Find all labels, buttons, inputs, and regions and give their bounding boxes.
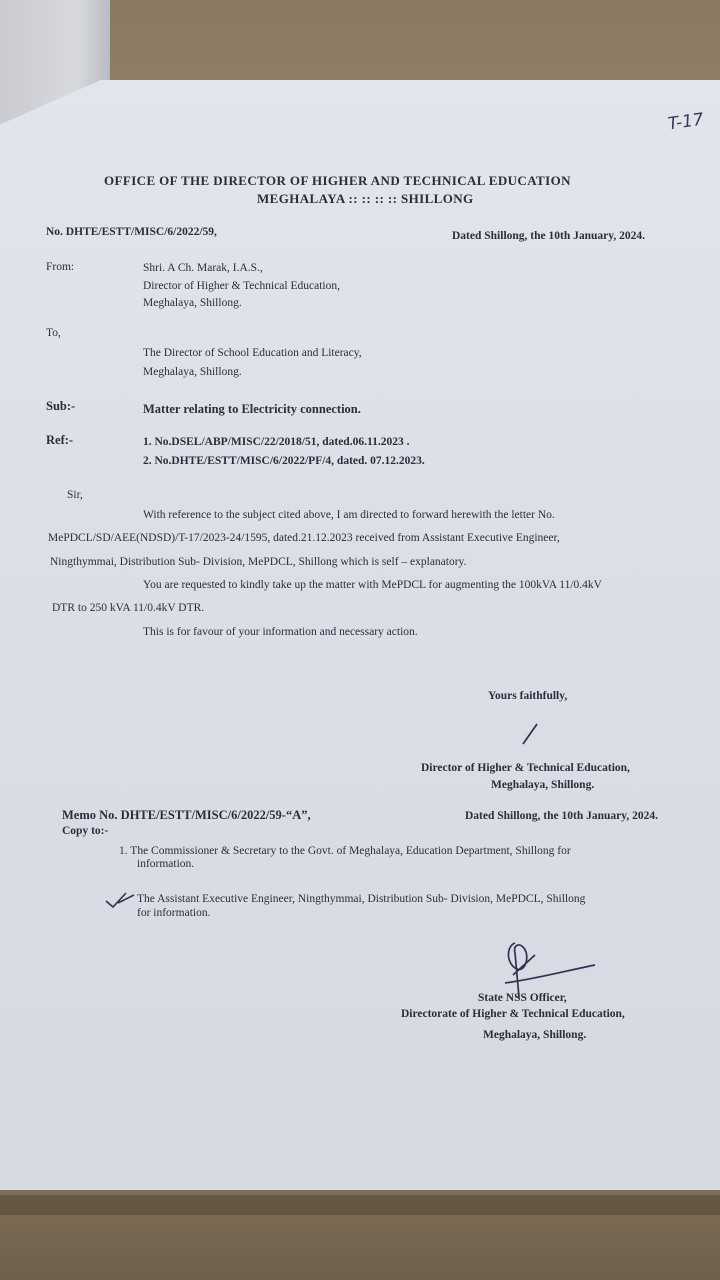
corner-file-mark: T-17 — [666, 109, 705, 135]
to-line-1: The Director of School Education and Literacy, — [143, 347, 362, 359]
copy-to-label: Copy to:- — [62, 825, 109, 837]
body-p1-line2: MePDCL/SD/AEE(NDSD)/T-17/2023-24/1595, dated.21.12.2023 received from Assistant Executive Engineer, — [48, 532, 560, 544]
tick-mark — [104, 889, 138, 911]
memo-number: Memo No. DHTE/ESTT/MISC/6/2022/59-“A”, — [62, 808, 311, 822]
nss-line3: Meghalaya, Shillong. — [483, 1029, 587, 1041]
nss-line2: Directorate of Higher & Technical Education, — [401, 1008, 625, 1020]
body-p2-line2: DTR to 250 kVA 11/0.4kV DTR. — [52, 602, 205, 614]
body-p2-line1: You are requested to kindly take up the matter with MePDCL for augmenting the 100kVA 11/0.4kV — [143, 579, 602, 591]
subject-label: Sub:- — [46, 399, 76, 413]
signatory-line2: Meghalaya, Shillong. — [491, 779, 595, 791]
signatory-line1: Director of Higher & Technical Education, — [421, 762, 630, 774]
paper-shadow — [0, 1195, 720, 1215]
nss-line1: State NSS Officer, — [478, 992, 567, 1004]
letter-date: Dated Shillong, the 10th January, 2024. — [452, 230, 645, 242]
reference-label: Ref:- — [46, 433, 74, 447]
memo-date: Dated Shillong, the 10th January, 2024. — [465, 810, 658, 822]
from-line-3: Meghalaya, Shillong. — [143, 297, 242, 309]
copy-item-2-line1: The Assistant Executive Engineer, Ningthymmai, Distribution Sub- Division, MePDCL, Shillong — [137, 893, 586, 905]
closing: Yours faithfully, — [488, 690, 568, 702]
subject-text: Matter relating to Electricity connection. — [143, 402, 361, 416]
salutation: Sir, — [67, 489, 83, 501]
to-label: To, — [46, 327, 61, 339]
office-header-line1: OFFICE OF THE DIRECTOR OF HIGHER AND TECHNICAL EDUCATION — [104, 173, 571, 188]
from-label: From: — [46, 261, 75, 273]
director-signature — [515, 722, 545, 748]
copy-item-1-line2: information. — [137, 858, 195, 870]
from-line-2: Director of Higher & Technical Education, — [143, 280, 340, 292]
body-p1-line1: With reference to the subject cited above, I am directed to forward herewith the letter No. — [143, 509, 555, 521]
reference-item-1: 1. No.DSEL/ABP/MISC/22/2018/51, dated.06.11.2023 . — [143, 436, 410, 448]
copy-item-1-line1: 1. The Commissioner & Secretary to the Govt. of Meghalaya, Education Department, Shillong for — [119, 845, 571, 857]
from-line-1: Shri. A Ch. Marak, I.A.S., — [143, 262, 263, 274]
letter-number: No. DHTE/ESTT/MISC/6/2022/59, — [46, 226, 217, 238]
reference-item-2: 2. No.DHTE/ESTT/MISC/6/2022/PF/4, dated. 07.12.2023. — [143, 455, 425, 467]
office-header-line2: MEGHALAYA :: :: :: :: SHILLONG — [257, 191, 474, 206]
to-line-2: Meghalaya, Shillong. — [143, 366, 242, 378]
copy-item-2-line2: for information. — [137, 907, 211, 919]
body-p3: This is for favour of your information and necessary action. — [143, 626, 418, 638]
body-p1-line3: Ningthymmai, Distribution Sub- Division, MePDCL, Shillong which is self – explanatory. — [50, 556, 467, 568]
